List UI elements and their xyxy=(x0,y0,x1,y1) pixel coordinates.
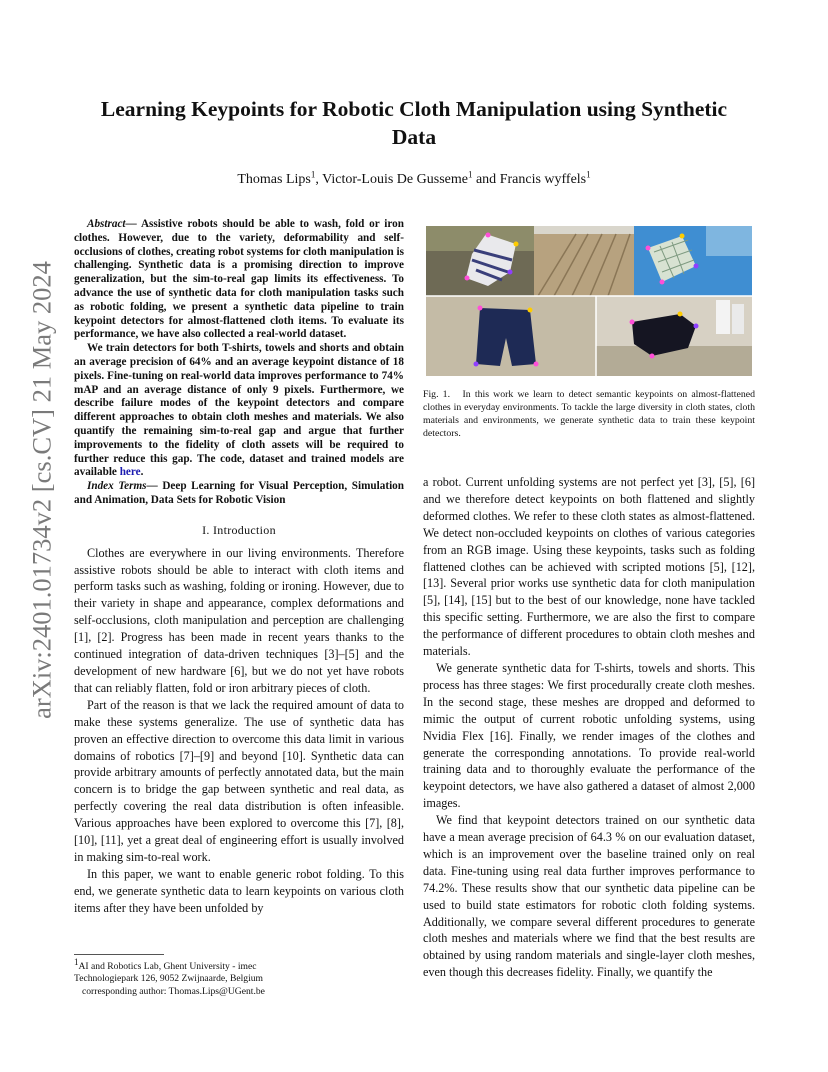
author-name: Victor-Louis De Gusseme xyxy=(322,172,468,187)
photo-dark-shirt xyxy=(596,296,752,376)
right-column xyxy=(423,474,755,981)
photo-floor xyxy=(534,226,634,296)
body-paragraph: In this paper, we want to enable generic robot folding. To this end, we generate synthetic data to learn keypoints on various cloth items after they have been unfolded by xyxy=(74,866,404,915)
photo-tshirt xyxy=(426,226,534,296)
figure-caption: Fig. 1. In this work we learn to detect semantic keypoints on almost-flattened clothes in everyday environments. To tackle the large diversity in cloth states, cloth materials and environments, we generate synthetic data to train these keypoint detectors. xyxy=(423,389,755,439)
body-paragraph: We generate synthetic data for T-shirts, towels and shorts. This process has three stages: We first procedurally create cloth meshes. In the second stage, these meshes are dropped and deformed to mimic the output of current robotic unfolding systems, using Nvidia Flex [16]. Finally, we render images of the clothes and generate the corresponding annotations. To provide real-world training data and to thoroughly evaluate the performance of the keypoint detectors, we have also gathered a dataset of almost 2,000 images. xyxy=(423,660,755,811)
photo-towel xyxy=(634,226,752,296)
photo-shorts xyxy=(426,296,596,376)
author-line: Thomas Lips$^1$, Victor-Louis De Gusseme$^1$ and Francis wyffels$^1$ xyxy=(237,169,591,187)
abstract-paragraph: Abstract— Assistive robots should be able to wash, fold or iron clothes. However, due to the variety, deformability and self-occlusions of clothes, creating robot systems for cloth manipulation is challenging. Synthetic data is a promising direction to improve generalization, but the sim-to-real gap limits its effectiveness. To advance the use of synthetic data for cloth manipulation tasks such as robotic folding, we present a synthetic data pipeline to train keypoint detectors for almost-flattened cloth items. To evaluate its performance, we have also collected a real-world dataset. xyxy=(74,218,404,341)
author-name: Francis wyffels xyxy=(499,172,587,187)
author-name: Thomas Lips xyxy=(237,172,311,187)
body-paragraph: Clothes are everywhere in our living environments. Therefore assistive robots should be able to interact with cloth items and perform tasks such as washing, folding or ironing. However, due to their variety in shape and appearance, complex deformations and self-occlusions, cloth manipulation and perception are challenging [1], [2]. Progress has been made in recent years thanks to the continued integration of data-driven techniques [3]–[5] and the development of new hardware [6], but we do not yet have robots that can reliably flatten, fold or iron arbitrary pieces of cloth. xyxy=(74,545,404,695)
arxiv-stamp: arXiv:2401.01734v2 [cs.CV] 21 May 2024 xyxy=(26,261,57,719)
figure-1 xyxy=(426,226,752,376)
index-terms: Index Terms— Deep Learning for Visual Perception, Simulation and Animation, Data Sets for Robotic Vision xyxy=(74,480,404,506)
code-link[interactable]: here xyxy=(119,466,141,479)
left-column xyxy=(74,218,404,917)
body-paragraph: We find that keypoint detectors trained on our synthetic data have a mean average precision of 64.3 % on our evaluation dataset, which is an improvement over the baseline trained only on real data. Fine-tuning using real data further improves performance to 74.2%. These results show that our synthetic data pipeline can be used to build state estimators for robotic cloth folding systems. Additionally, we compare several different procedures to generate cloth meshes and materials where we find that the best results are obtained by using random materials and single-layer cloth meshes, even though this decreases fidelity. Finally, we quantify the xyxy=(423,813,755,980)
section-heading: I. Introduction xyxy=(202,522,276,537)
paper-title: Learning Keypoints for Robotic Cloth Manipulation using Synthetic Data xyxy=(100,97,728,149)
cloth-photo-grid xyxy=(426,226,752,376)
footnote: $^1$AI and Robotics Lab, Ghent University - imec Technologiepark 126, 9052 Zwijnaarde, Belgium corresponding author: Thomas.Lips@UGent.be xyxy=(74,954,404,998)
body-paragraph: Part of the reason is that we lack the required amount of data to make these systems generalize. The use of synthetic data has proven an effective direction to overcome this data limit in various domains of robotics [7]–[9] and beyond [10]. Synthetic data can provide arbitrary amounts of perfectly annotated data, but the main concern is to bridge the gap between synthetic and real data, as perfectly covering the real data distribution is often infeasible. Various approaches have been explored to overcome this [7], [8], [10], [11], yet a great deal of engineering effort is usually involved in making sim-to-real work. xyxy=(74,697,404,864)
body-paragraph: a robot. Current unfolding systems are not perfect yet [3], [5], [6] and we therefore detect keypoints on both flattened and slightly deformed clothes. We refer to these cloth states as almost-flattened. We detect non-occluded keypoints on clothes of various categories from an RGB image. Using these keypoints, tasks such as folding flattened clothes can be achieved with scripted motions [5], [12], [13]. Several prior works use synthetic data for cloth manipulation [5], [14], [15] but to the best of our knowledge, none have tackled this specific setting. Furthermore, we are also the first to compare the performance of different procedures to obtain cloth meshes and materials. xyxy=(423,475,755,659)
abstract-paragraph: We train detectors for both T-shirts, towels and shorts and obtain an average precision of 64% and an average keypoint distance of 18 pixels. Fine-tuning on real-world data improves performance to 74% mAP and an average distance of only 9 pixels. Furthermore, we describe failure modes of the keypoint detectors and compare different approaches to obtain cloth meshes and materials. We also quantify the remaining sim-to-real gap and argue that further improvements to the fidelity of cloth assets will be required to further reduce this gap. The code, dataset and trained models are available here. xyxy=(74,342,404,479)
